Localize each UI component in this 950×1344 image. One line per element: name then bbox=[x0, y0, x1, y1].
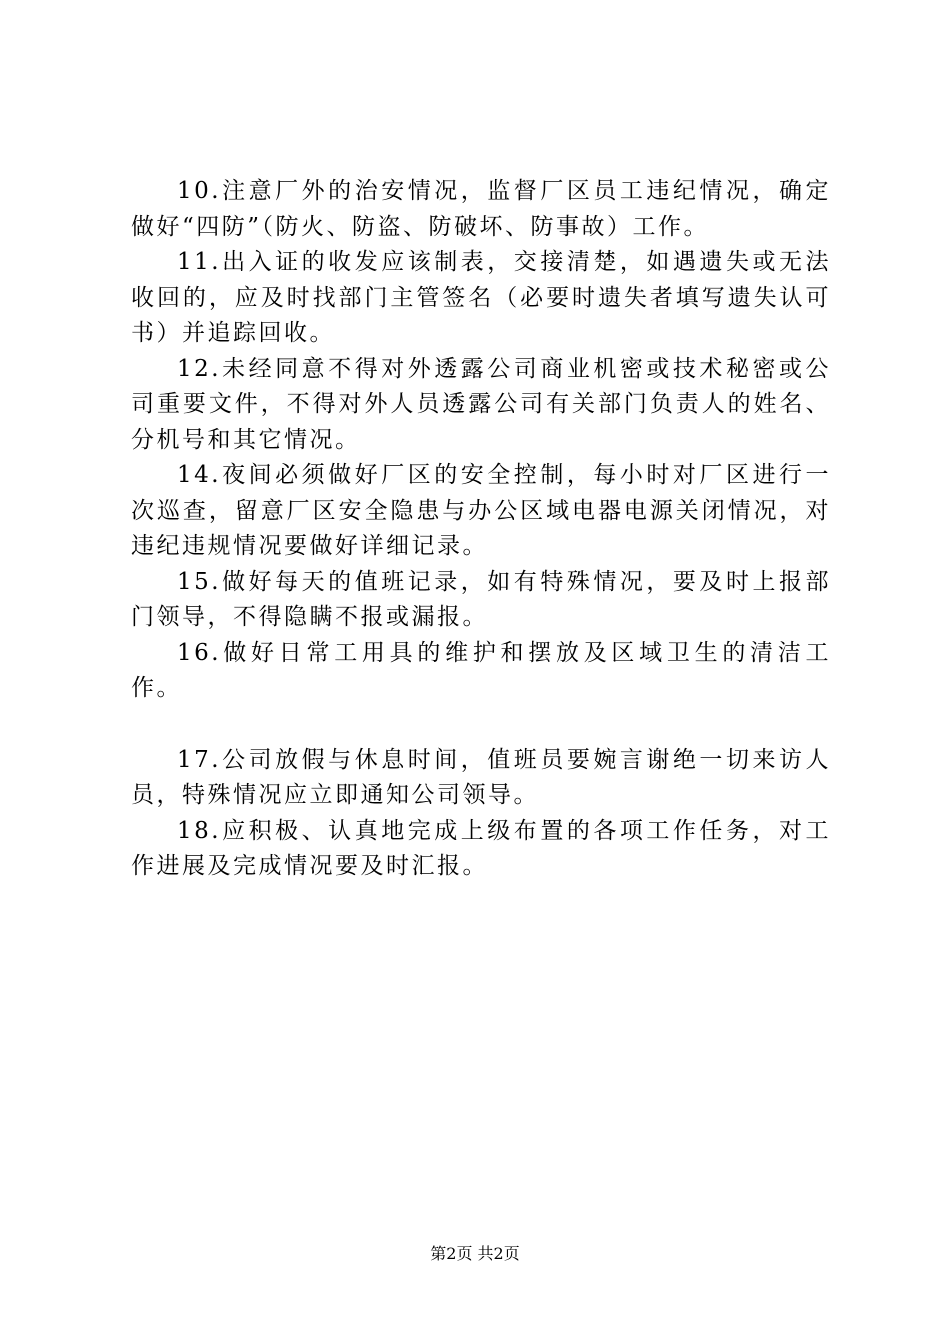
document-body bbox=[131, 174, 831, 885]
paragraph-item-11: 11.出入证的收发应该制表，交接清楚，如遇遗失或无法收回的，应及时找部门主管签名（必要时遗失者填写遗失认可书）并追踪回收。 bbox=[131, 249, 831, 346]
paragraph-item-17: 17.公司放假与休息时间，值班员要婉言谢绝一切来访人员，特殊情况应立即通知公司领导。 bbox=[131, 746, 831, 808]
page-number-footer: 第2页 共2页 bbox=[430, 1244, 520, 1263]
paragraph-item-18: 18.应积极、认真地完成上级布置的各项工作任务，对工作进展及完成情况要及时汇报。 bbox=[131, 817, 831, 879]
paragraph-item-15: 15.做好每天的值班记录，如有特殊情况，要及时上报部门领导，不得隐瞒不报或漏报。 bbox=[131, 568, 831, 630]
paragraph-item-10: 10.注意厂外的治安情况，监督厂区员工违纪情况，确定做好“四防”（防火、防盗、防破坏、防事故）工作。 bbox=[131, 178, 831, 240]
paragraph-item-16: 16.做好日常工用具的维护和摆放及区域卫生的清洁工作。 bbox=[131, 639, 831, 701]
paragraph-item-14: 14.夜间必须做好厂区的安全控制，每小时对厂区进行一次巡查，留意厂区安全隐患与办公区域电器电源关闭情况，对违纪违规情况要做好详细记录。 bbox=[131, 462, 831, 559]
paragraph-item-12: 12.未经同意不得对外透露公司商业机密或技术秘密或公司重要文件，不得对外人员透露公司有关部门负责人的姓名、分机号和其它情况。 bbox=[131, 355, 831, 453]
